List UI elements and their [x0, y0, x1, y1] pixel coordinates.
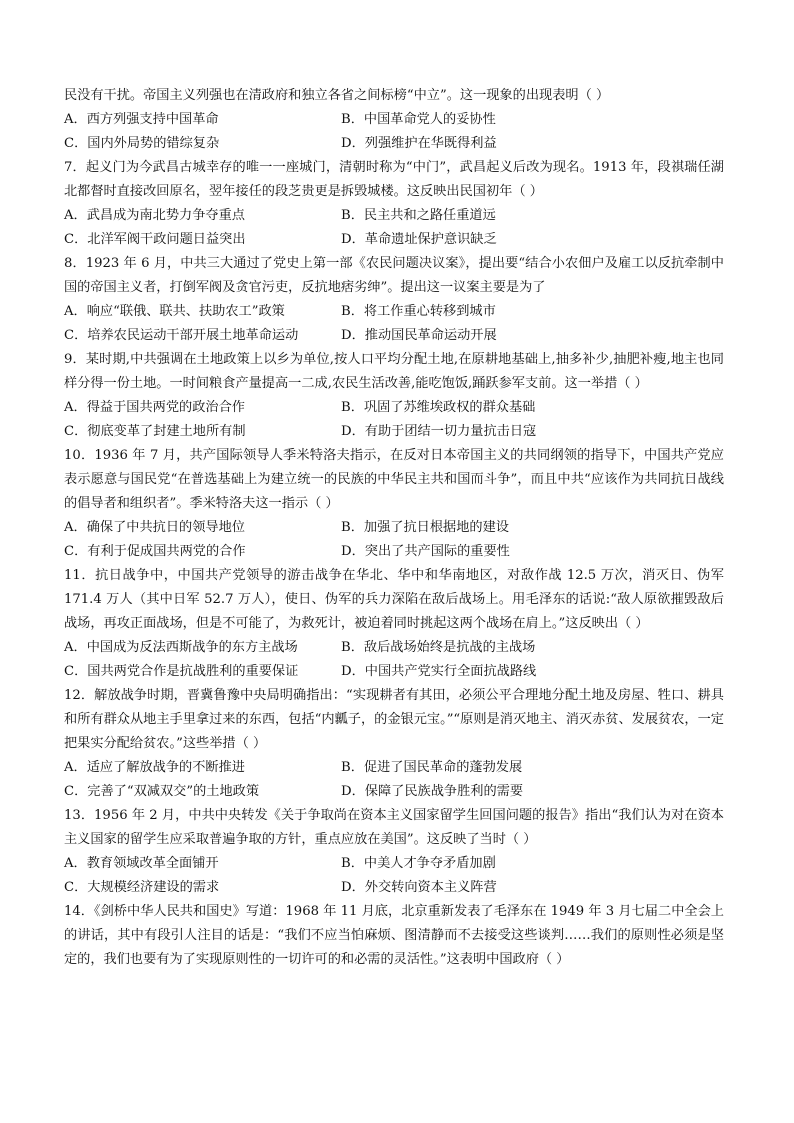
option-row	[64, 420, 724, 444]
option-b: B．巩固了苏维埃政权的群众基础	[341, 400, 536, 415]
option-b: B．敌后战场始终是抗战的主战场	[341, 640, 536, 655]
option-row	[64, 852, 724, 876]
question-stem-continued: 民没有干扰。帝国主义列强也在清政府和独立各省之间标榜“中立”。这一现象的出现表明（ ）	[64, 88, 610, 103]
option-a: A．得益于国共两党的政治合作	[64, 400, 245, 415]
option-b: B．加强了抗日根据地的建设	[341, 520, 509, 535]
option-c: C．国内外局势的错综复杂	[64, 136, 220, 151]
option-d: D．有助于团结一切力量抗击日寇	[341, 424, 537, 439]
option-row	[64, 132, 724, 156]
option-row	[64, 204, 724, 228]
option-d: D．推动国民革命运动开展	[341, 328, 497, 343]
option-row	[64, 660, 724, 684]
option-row	[64, 516, 724, 540]
option-d: D．突出了共产国际的重要性	[341, 544, 510, 559]
option-a: A．中国成为反法西斯战争的东方主战场	[64, 640, 298, 655]
question-list	[64, 84, 724, 972]
option-b: B．民主共和之路任重道远	[341, 208, 496, 223]
option-row	[64, 636, 724, 660]
option-b: B．中美人才争夺矛盾加剧	[341, 856, 496, 871]
option-a: A．响应“联俄、联共、扶助农工”政策	[64, 304, 285, 319]
option-a: A．西方列强支持中国革命	[64, 112, 219, 127]
option-row	[64, 300, 724, 324]
option-d: D．列强维护在华既得利益	[341, 136, 497, 151]
question-11-stem: 11．抗日战争中，中国共产党领导的游击战争在华北、华中和华南地区，对敌作战 12.5 万次，消灭日、伪军 171.4 万人（其中日军 52.7 万人），使日、伪军的兵力深陷在敌后战场上。用毛泽东的话说:“敌人原欲摧毁敌后战场，再攻正面战场，但是不可能了，为救死计，被迫着同时挑起这两个战场在肩上。”这反映出（ ）	[64, 568, 724, 631]
question-12-stem: 12．解放战争时期，晋冀鲁豫中央局明确指出：“实现耕者有其田，必须公平合理地分配土地及房屋、牲口、耕具和所有群众从地主手里拿过来的东西，包括“内瓤子，的金银元宝。”“原则是消灭地主、消灭赤贫、发展贫农，一定把果实分配给贫农。”这些举措（ ）	[64, 688, 724, 751]
option-d: D．中国共产党实行全面抗战路线	[341, 664, 537, 679]
option-b: B．将工作重心转移到城市	[341, 304, 496, 319]
question-9-stem: 9．某时期,中共强调在土地政策上以乡为单位,按人口平均分配土地,在原耕地基础上,抽多补少,抽肥补瘦,地主也同样分得一份土地。一时间粮食产量提高一二成,农民生活改善,能吃饱饭,踊跃参军支前。这一举措（ ）	[64, 352, 724, 391]
option-c: C．北洋军阀干政问题日益突出	[64, 232, 246, 247]
option-c: C．完善了“双减双交”的土地政策	[64, 784, 260, 799]
option-d: D．革命遗址保护意识缺乏	[341, 232, 497, 247]
option-row	[64, 780, 724, 804]
option-a: A．教育领域改革全面铺开	[64, 856, 219, 871]
option-a: A．适应了解放战争的不断推进	[64, 760, 245, 775]
option-c: C．大规模经济建设的需求	[64, 880, 220, 895]
option-d: D．外交转向资本主义阵营	[341, 880, 497, 895]
question-14-stem: 14．《剑桥中华人民共和国史》写道：1968 年 11 月底，北京重新发表了毛泽东在 1949 年 3 月七届二中全会上的讲话，其中有段引人注目的话是：“我们不应当怕麻烦、图清静而不去接受这些谈判……我们的原则性必须是坚定的，我们也要有为了实现原则性的一切许可的和必需的灵活性。”这表明中国政府（ ）	[64, 904, 724, 967]
option-row	[64, 396, 724, 420]
option-b: B．促进了国民革命的蓬勃发展	[341, 760, 523, 775]
option-row	[64, 876, 724, 900]
question-8-stem: 8．1923 年 6 月，中共三大通过了党史上第一部《农民问题决议案》，提出要“结合小农佃户及雇工以反抗牵制中国的帝国主义者，打倒军阀及贪官污吏，反抗地痞劣绅”。提出这一议案主要是为了	[64, 256, 724, 295]
option-a: A．武昌成为南北势力争夺重点	[64, 208, 245, 223]
option-row	[64, 324, 724, 348]
option-b: B．中国革命党人的妥协性	[341, 112, 496, 127]
option-c: C．彻底变革了封建土地所有制	[64, 424, 246, 439]
question-13-stem: 13．1956 年 2 月，中共中央转发《关于争取尚在资本主义国家留学生回国问题的报告》指出“我们认为对在资本主义国家的留学生应采取普遍争取的方针，重点应放在美国”。这反映了当时（ ）	[64, 808, 724, 847]
option-c: C．国共两党合作是抗战胜利的重要保证	[64, 664, 299, 679]
question-7-stem: 7．起义门为今武昌古城幸存的唯一一座城门，清朝时称为“中门”，武昌起义后改为现名。1913 年，段祺瑞任湖北都督时直接改回原名，翌年接任的段芝贵更是拆毁城楼。这反映出民国初年（ ）	[64, 160, 724, 199]
option-c: C．培养农民运动干部开展土地革命运动	[64, 328, 299, 343]
option-row	[64, 756, 724, 780]
option-a: A．确保了中共抗日的领导地位	[64, 520, 245, 535]
option-row	[64, 228, 724, 252]
option-c: C．有利于促成国共两党的合作	[64, 544, 246, 559]
option-row	[64, 540, 724, 564]
option-d: D．保障了民族战争胜利的需要	[341, 784, 524, 799]
question-10-stem: 10．1936 年 7 月，共产国际领导人季米特洛夫指示，在反对日本帝国主义的共同纲领的指导下，中国共产党应表示愿意与国民党“在普选基础上为建立统一的民族的中华民主共和国而斗争”，而且中共“应该作为共同抗日战线的倡导者和组织者”。季米特洛夫这一指示（ ）	[64, 448, 724, 511]
option-row	[64, 108, 724, 132]
